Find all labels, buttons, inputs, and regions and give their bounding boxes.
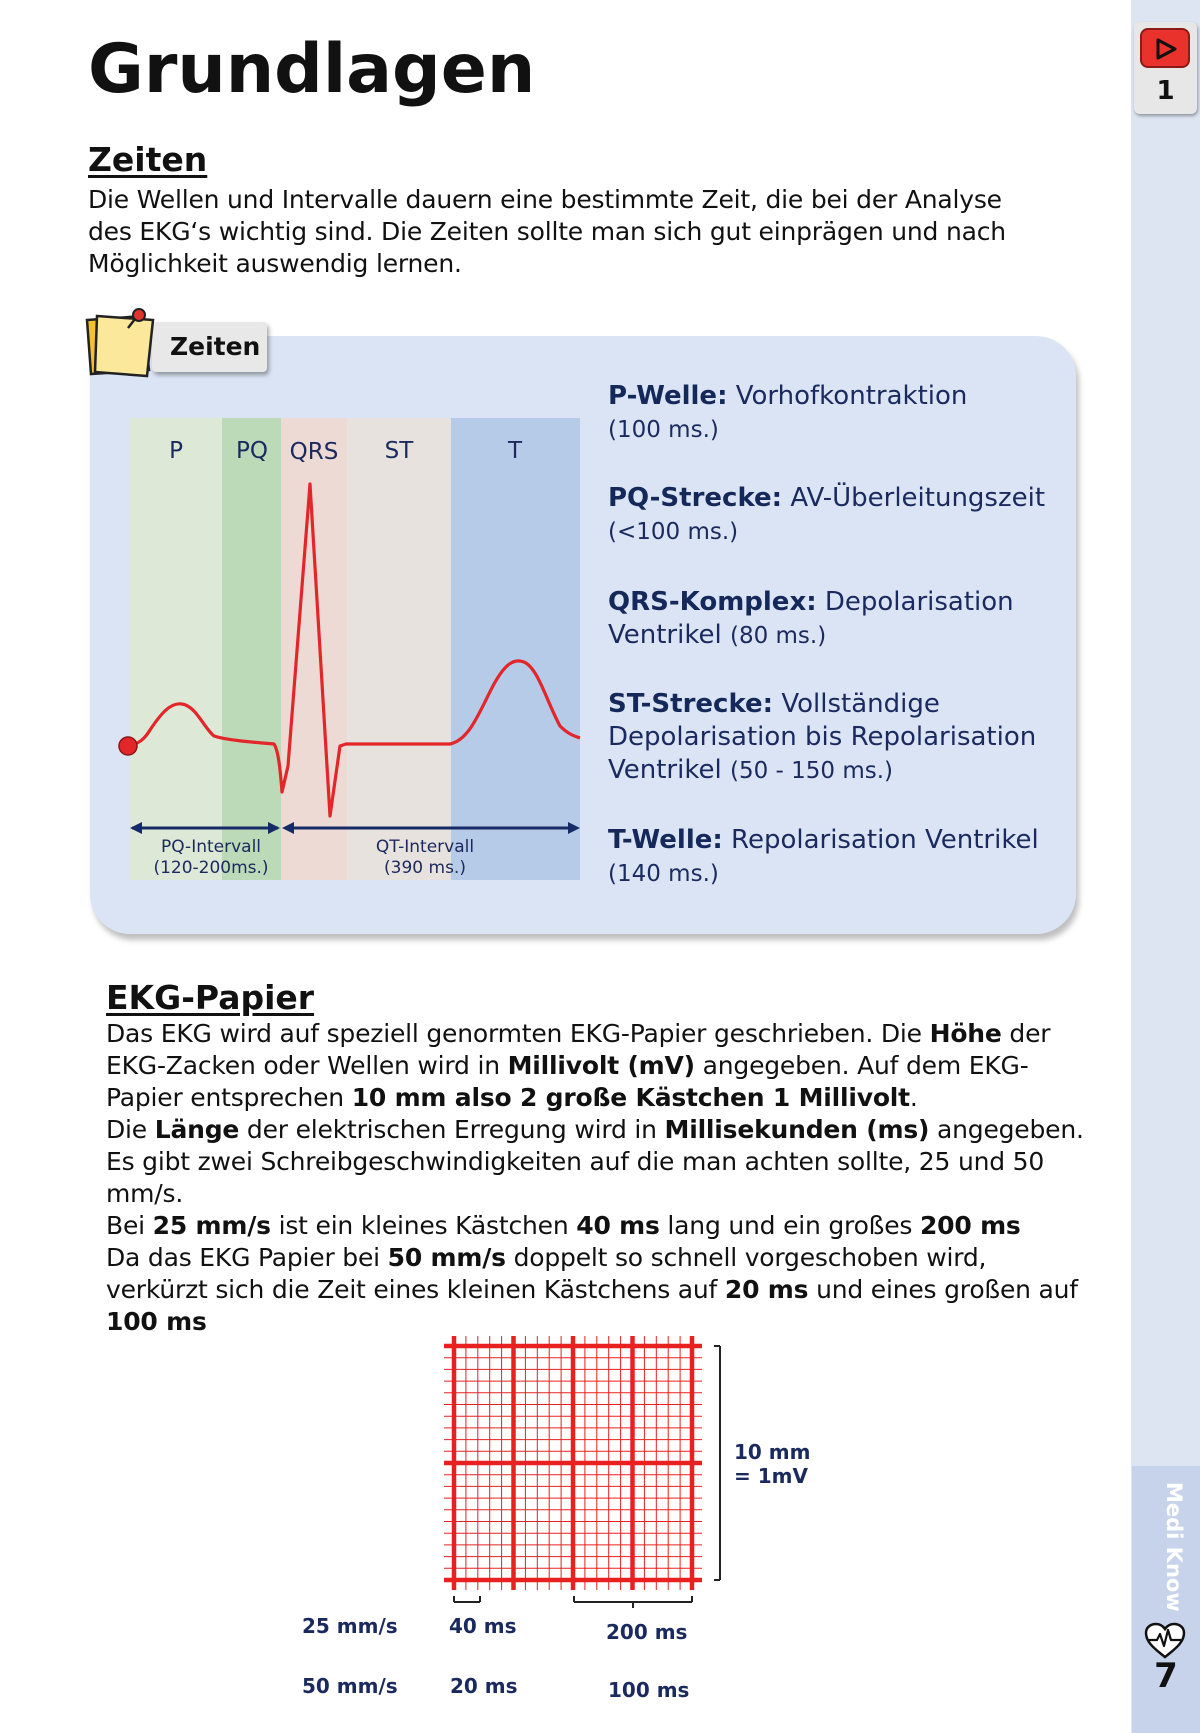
small-box-25: 40 ms xyxy=(449,1614,517,1638)
desc-line-3: Ventrikel xyxy=(608,755,730,785)
desc-line-2: Ventrikel xyxy=(608,620,730,650)
speed-50: 50 mm/s xyxy=(302,1674,398,1698)
play-icon xyxy=(1155,38,1177,60)
term: T-Welle: xyxy=(608,825,723,855)
segment-label-p: P xyxy=(169,438,183,464)
definition-t-welle xyxy=(608,824,1078,891)
large-box-50: 100 ms xyxy=(608,1678,690,1702)
value: (<100 ms.) xyxy=(608,519,739,545)
qt-interval-name: QT-Intervall xyxy=(375,837,475,857)
qt-interval-value: (390 ms.) xyxy=(384,858,466,878)
ekg-papier-text: Das EKG wird auf speziell genormten EKG-Papier geschrieben. Die Höhe der EKG-Zacken oder Wellen wird in Millivolt (mV) angegeben. Auf dem EKG- Papier entsprechen 10 mm also 2 große Kästchen 1 Millivolt. Die Länge der elektrischen Erregung wird in Millisekunden (ms) angegeben. Es gibt zwei Schreibgeschwindigkeiten auf die man achten sollte, 25 und 50 mm/s. Bei 25 mm/s ist ein kleines Kästchen 40 ms lang und ein großes 200 ms Da das EKG Papier bei 50 mm/s doppelt so schnell vorgeschoben wird, verkürzt sich die Zeit eines kleinen Kästchens auf 20 ms und eines großen auf 100 ms xyxy=(106,1019,1084,1336)
section-title-ekg-papier: EKG-Papier xyxy=(106,978,315,1017)
term: P-Welle: xyxy=(608,381,728,411)
value: (80 ms.) xyxy=(729,623,827,649)
card-label xyxy=(152,322,267,372)
desc: AV-Überleitungszeit xyxy=(782,483,1046,513)
section-title-zeiten: Zeiten xyxy=(88,140,208,179)
desc: Vorhofkontraktion xyxy=(727,381,968,411)
definition-st-strecke xyxy=(608,688,1078,788)
sticky-note-icon xyxy=(83,306,159,382)
value: (140 ms.) xyxy=(608,861,719,887)
heartbeat-icon xyxy=(1144,1622,1186,1660)
ecg-diagram xyxy=(110,410,590,880)
segment-label-st: ST xyxy=(384,438,414,464)
video-play-button[interactable] xyxy=(1140,28,1190,68)
term: QRS-Komplex: xyxy=(608,587,817,617)
page-number: 7 xyxy=(1154,1656,1178,1696)
value: (50 - 150 ms.) xyxy=(729,758,894,784)
definition-p-welle xyxy=(608,380,1078,447)
card-label-text: Zeiten xyxy=(170,332,261,361)
desc: Depolarisation xyxy=(816,587,1014,617)
zeiten-intro-line-1: Die Wellen und Intervalle dauern eine bestimmte Zeit, die bei der Analyse xyxy=(88,185,1002,214)
chapter-number: 1 xyxy=(1156,76,1175,106)
term: PQ-Strecke: xyxy=(608,483,783,513)
band-st xyxy=(347,418,451,880)
value: (100 ms.) xyxy=(608,417,719,443)
small-box-bracket xyxy=(454,1596,480,1602)
page-title: Grundlagen xyxy=(88,30,536,109)
desc: Repolarisation Ventrikel xyxy=(722,825,1039,855)
definition-pq-strecke xyxy=(608,482,1078,549)
large-box-25: 200 ms xyxy=(606,1620,688,1644)
brand-label: Medi Know xyxy=(1162,1482,1186,1612)
segment-label-pq: PQ xyxy=(236,438,268,464)
small-box-50: 20 ms xyxy=(450,1674,518,1698)
segment-label-qrs: QRS xyxy=(289,439,339,465)
speed-25: 25 mm/s xyxy=(302,1614,398,1638)
desc: Vollständige xyxy=(773,689,940,719)
height-bracket xyxy=(714,1346,720,1580)
band-t xyxy=(451,418,580,880)
chapter-tab xyxy=(1134,22,1197,114)
zeiten-intro-line-2: des EKG‘s wichtig sind. Die Zeiten sollte man sich gut einprägen und nach xyxy=(88,217,1006,246)
segment-label-t: T xyxy=(507,438,523,464)
term: ST-Strecke: xyxy=(608,689,774,719)
pq-interval-name: PQ-Intervall xyxy=(160,837,262,857)
definition-qrs-komplex xyxy=(608,586,1078,653)
band-pq xyxy=(222,418,281,880)
zeiten-intro-line-3: Möglichkeit auswendig lernen. xyxy=(88,249,462,278)
trace-start-dot xyxy=(119,737,137,755)
grid-height-label-2: = 1mV xyxy=(734,1464,808,1488)
grid xyxy=(444,1336,702,1590)
pq-interval-value: (120-200ms.) xyxy=(153,858,269,878)
band-qrs xyxy=(281,418,347,880)
desc-line-2: Depolarisation bis Repolarisation xyxy=(608,722,1037,752)
band-p xyxy=(130,418,222,880)
large-box-bracket xyxy=(574,1596,692,1608)
grid-height-label-1: 10 mm xyxy=(734,1440,811,1464)
